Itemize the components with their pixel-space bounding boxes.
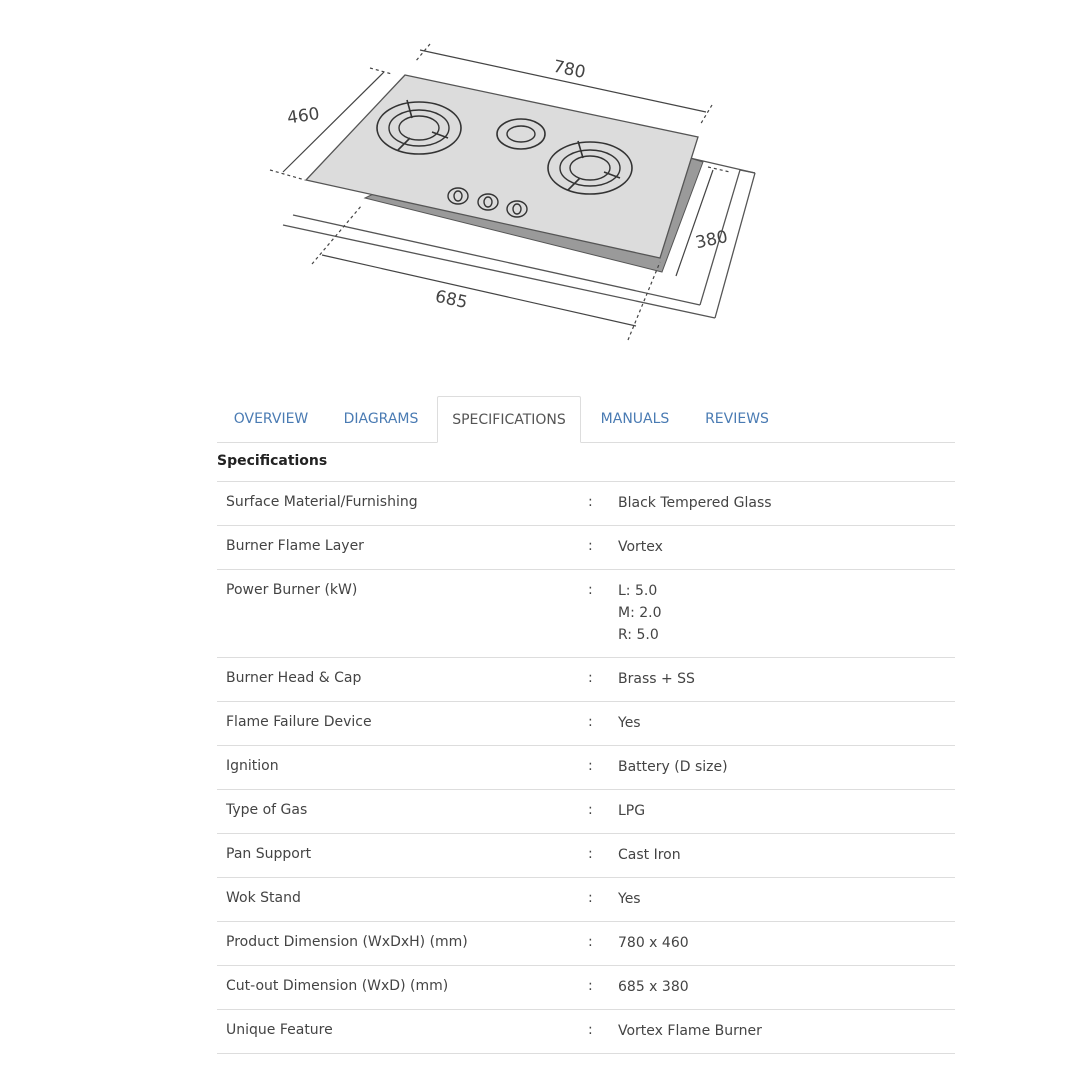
spec-separator: :	[588, 802, 593, 818]
spec-table	[217, 481, 955, 1054]
spec-label: Product Dimension (WxDxH) (mm)	[226, 934, 468, 950]
spec-separator: :	[588, 758, 593, 774]
spec-label: Wok Stand	[226, 890, 301, 906]
spec-value	[618, 756, 955, 778]
spec-value-line: Vortex	[618, 539, 663, 555]
spec-separator: :	[588, 978, 593, 994]
spec-row	[217, 658, 955, 702]
tab-manuals[interactable]: MANUALS	[600, 411, 670, 427]
spec-value-line: Yes	[618, 891, 641, 907]
spec-row	[217, 922, 955, 966]
spec-value	[618, 668, 955, 690]
tab-specifications[interactable]: SPECIFICATIONS	[437, 396, 581, 443]
spec-label: Power Burner (kW)	[226, 582, 358, 598]
spec-row	[217, 526, 955, 570]
spec-row	[217, 878, 955, 922]
spec-value-line: Cast Iron	[618, 847, 681, 863]
dim-width-label: 780	[551, 56, 588, 83]
spec-row	[217, 834, 955, 878]
spec-label: Surface Material/Furnishing	[226, 494, 418, 510]
spec-value-line: Vortex Flame Burner	[618, 1023, 762, 1039]
spec-value-line: 780 x 460	[618, 935, 689, 951]
spec-value	[618, 888, 955, 910]
spec-value-line: Black Tempered Glass	[618, 495, 772, 511]
spec-separator: :	[588, 846, 593, 862]
spec-label: Flame Failure Device	[226, 714, 372, 730]
spec-separator: :	[588, 494, 593, 510]
tab-overview[interactable]: OVERVIEW	[233, 411, 309, 427]
spec-value-line: M: 2.0	[618, 605, 662, 621]
spec-value-line: 685 x 380	[618, 979, 689, 995]
spec-value-line: L: 5.0	[618, 583, 658, 599]
spec-value-line: Battery (D size)	[618, 759, 728, 775]
spec-label: Ignition	[226, 758, 279, 774]
spec-value	[618, 1020, 955, 1042]
spec-row	[217, 482, 955, 526]
spec-value	[618, 932, 955, 954]
spec-value	[618, 712, 955, 734]
spec-separator: :	[588, 934, 593, 950]
spec-row	[217, 1010, 955, 1054]
spec-separator: :	[588, 582, 593, 598]
tab-diagrams[interactable]: DIAGRAMS	[343, 411, 419, 427]
product-dimension-diagram	[260, 35, 780, 355]
tab-reviews[interactable]: REVIEWS	[705, 411, 769, 427]
spec-separator: :	[588, 890, 593, 906]
spec-separator: :	[588, 538, 593, 554]
spec-label: Burner Head & Cap	[226, 670, 362, 686]
hob-diagram-svg	[260, 35, 780, 355]
spec-value	[618, 844, 955, 866]
spec-value-line: Brass + SS	[618, 671, 695, 687]
spec-row	[217, 746, 955, 790]
spec-value	[618, 492, 955, 514]
spec-value-line: R: 5.0	[618, 627, 659, 643]
spec-value	[618, 976, 955, 998]
spec-label: Cut-out Dimension (WxD) (mm)	[226, 978, 449, 994]
spec-value	[618, 800, 955, 822]
spec-value-line: Yes	[618, 715, 641, 731]
spec-row	[217, 570, 955, 658]
spec-row	[217, 790, 955, 834]
cutout-depth-label: 380	[693, 226, 730, 254]
spec-separator: :	[588, 714, 593, 730]
spec-label: Burner Flame Layer	[226, 538, 364, 554]
spec-value-line: LPG	[618, 803, 646, 819]
product-tabs	[217, 396, 955, 443]
spec-row	[217, 702, 955, 746]
spec-row	[217, 966, 955, 1010]
spec-label: Pan Support	[226, 846, 312, 862]
spec-separator: :	[588, 670, 593, 686]
section-title: Specifications	[217, 453, 328, 469]
spec-label: Unique Feature	[226, 1022, 333, 1038]
dim-depth-label: 460	[285, 104, 321, 129]
spec-separator: :	[588, 1022, 593, 1038]
spec-label: Type of Gas	[226, 802, 308, 818]
spec-value	[618, 536, 955, 558]
spec-value	[618, 580, 955, 646]
cutout-width-label: 685	[433, 286, 470, 313]
